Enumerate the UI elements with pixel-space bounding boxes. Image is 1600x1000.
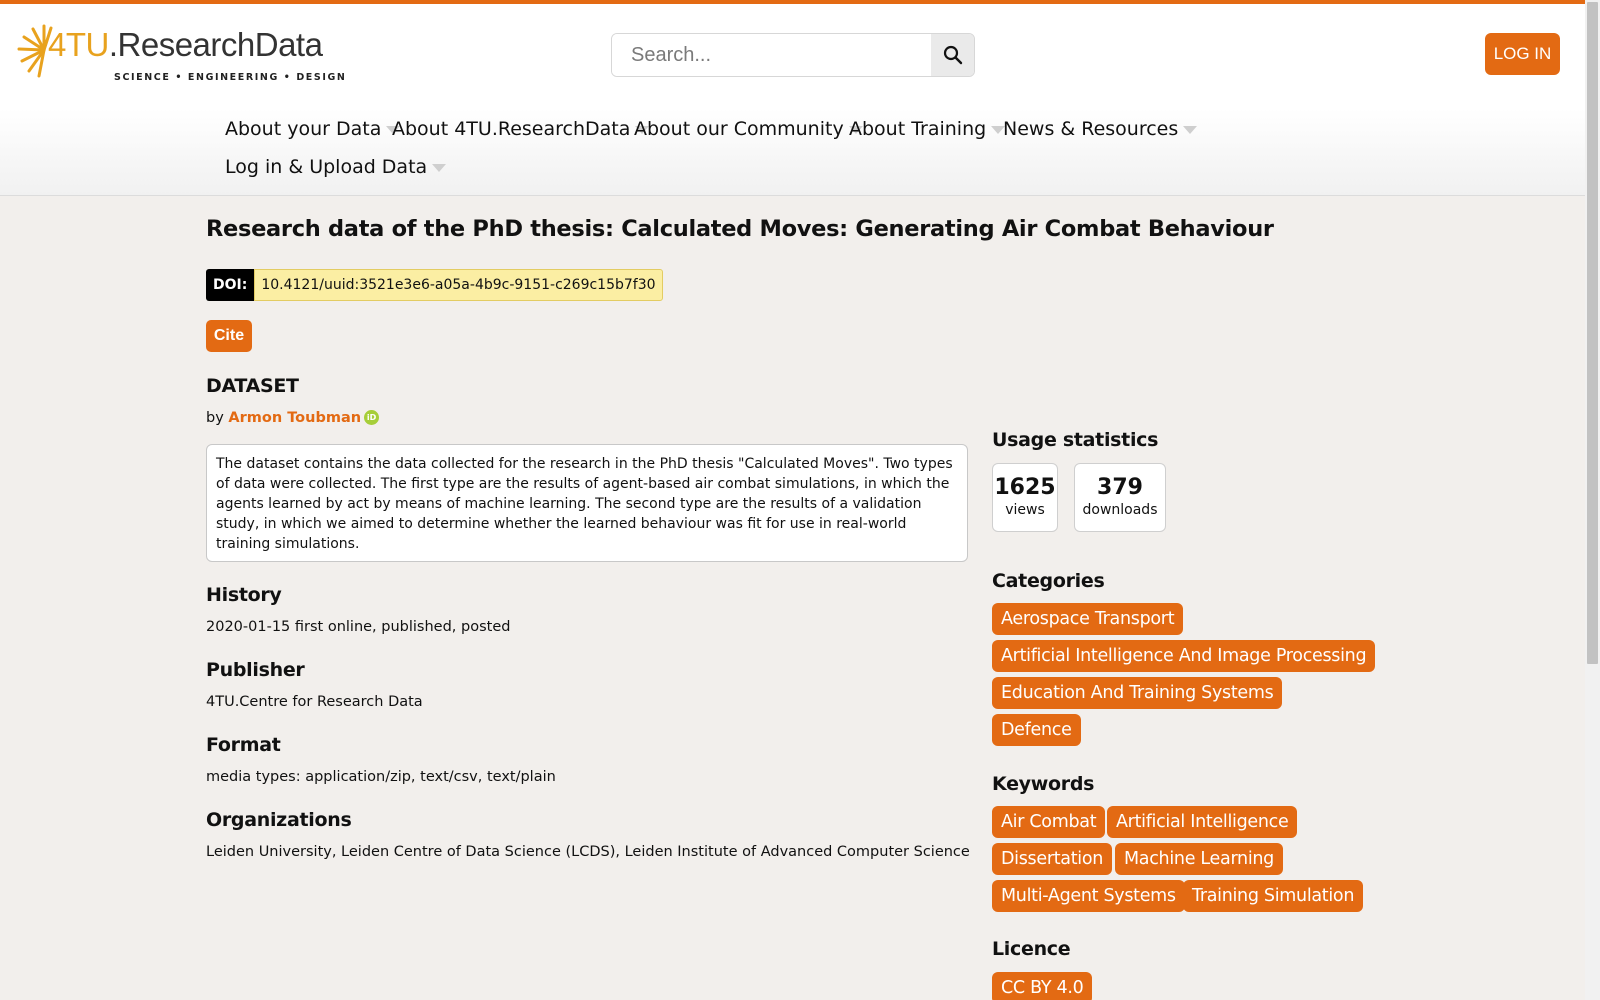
nav-about-your-data[interactable]: About your Data bbox=[225, 118, 400, 140]
doi-label: DOI: bbox=[206, 269, 254, 301]
site-header bbox=[0, 4, 1585, 196]
keyword-pill[interactable]: Training Simulation bbox=[1183, 880, 1363, 912]
organizations-text: Leiden University, Leiden Centre of Data Science (LCDS), Leiden Institute of Advanced Computer Science bbox=[206, 844, 970, 860]
nav-about-community[interactable]: About our Community bbox=[634, 118, 863, 140]
scrollbar-thumb[interactable] bbox=[1587, 2, 1598, 664]
nav-about-training[interactable]: About Training bbox=[849, 118, 1005, 140]
cite-button[interactable]: Cite bbox=[206, 320, 252, 352]
page-title: Research data of the PhD thesis: Calculated Moves: Generating Air Combat Behaviour bbox=[206, 216, 1274, 242]
login-button[interactable]: LOG IN bbox=[1485, 33, 1560, 75]
publisher-heading: Publisher bbox=[206, 659, 305, 681]
caret-down-icon bbox=[1183, 126, 1197, 134]
downloads-label: downloads bbox=[1082, 502, 1158, 518]
usage-heading: Usage statistics bbox=[992, 429, 1159, 451]
views-count: 1625 bbox=[994, 475, 1056, 500]
keyword-pill[interactable]: Air Combat bbox=[992, 806, 1105, 838]
history-text: 2020-01-15 first online, published, posted bbox=[206, 619, 511, 635]
caret-down-icon bbox=[432, 164, 446, 172]
nav-login-upload[interactable]: Log in & Upload Data bbox=[225, 156, 446, 178]
keyword-pill[interactable]: Artificial Intelligence bbox=[1107, 806, 1297, 838]
format-text: media types: application/zip, text/csv, text/plain bbox=[206, 769, 556, 785]
search-input[interactable] bbox=[612, 34, 931, 76]
logo-tagline: SCIENCE • ENGINEERING • DESIGN bbox=[114, 72, 347, 83]
nav-news-resources[interactable]: News & Resources bbox=[1003, 118, 1197, 140]
organizations-heading: Organizations bbox=[206, 809, 352, 831]
views-label: views bbox=[1005, 502, 1045, 518]
keyword-pill[interactable]: Multi-Agent Systems bbox=[992, 880, 1185, 912]
licence-pill[interactable]: CC BY 4.0 bbox=[992, 972, 1092, 1000]
licence-heading: Licence bbox=[992, 938, 1071, 960]
logo-wordmark: 4TU.ResearchData bbox=[48, 26, 323, 63]
format-heading: Format bbox=[206, 734, 281, 756]
keyword-pill[interactable]: Dissertation bbox=[992, 843, 1112, 875]
author-link[interactable]: Armon Toubman bbox=[228, 410, 362, 426]
description-box: The dataset contains the data collected for the research in the PhD thesis "Calculated Moves". Two types of data were collected. The first type are the results of agent-based air combat simulations, in which the agents learned by act by means of machine learning. The second type are the results of a validation study, in which we aimed to determine whether the learned behaviour was fit for use in real-world training simulations. bbox=[206, 444, 968, 562]
keyword-pill[interactable]: Machine Learning bbox=[1115, 843, 1283, 875]
dataset-type-heading: DATASET bbox=[206, 375, 299, 397]
search-box bbox=[611, 33, 975, 77]
downloads-count: 379 bbox=[1097, 475, 1143, 500]
site-logo[interactable] bbox=[14, 20, 347, 84]
category-pill[interactable]: Education And Training Systems bbox=[992, 677, 1282, 709]
author-line: by Armon Toubman iD bbox=[206, 410, 379, 426]
doi-badge bbox=[206, 269, 663, 301]
keywords-heading: Keywords bbox=[992, 773, 1095, 795]
doi-value[interactable]: 10.4121/uuid:3521e3e6-a05a-4b9c-9151-c269c15b7f30 bbox=[254, 269, 662, 301]
nav-about-4tu[interactable]: About 4TU.ResearchData bbox=[392, 118, 649, 140]
category-pill[interactable]: Defence bbox=[992, 714, 1081, 746]
search-button[interactable] bbox=[931, 34, 974, 76]
downloads-stat bbox=[1074, 463, 1166, 532]
category-pill[interactable]: Aerospace Transport bbox=[992, 603, 1183, 635]
search-icon bbox=[943, 45, 963, 65]
page-scrollbar[interactable] bbox=[1585, 0, 1600, 1000]
publisher-text: 4TU.Centre for Research Data bbox=[206, 694, 423, 710]
history-heading: History bbox=[206, 584, 282, 606]
categories-heading: Categories bbox=[992, 570, 1105, 592]
category-pill[interactable]: Artificial Intelligence And Image Processing bbox=[992, 640, 1375, 672]
orcid-icon[interactable]: iD bbox=[364, 410, 379, 425]
views-stat bbox=[992, 463, 1058, 532]
